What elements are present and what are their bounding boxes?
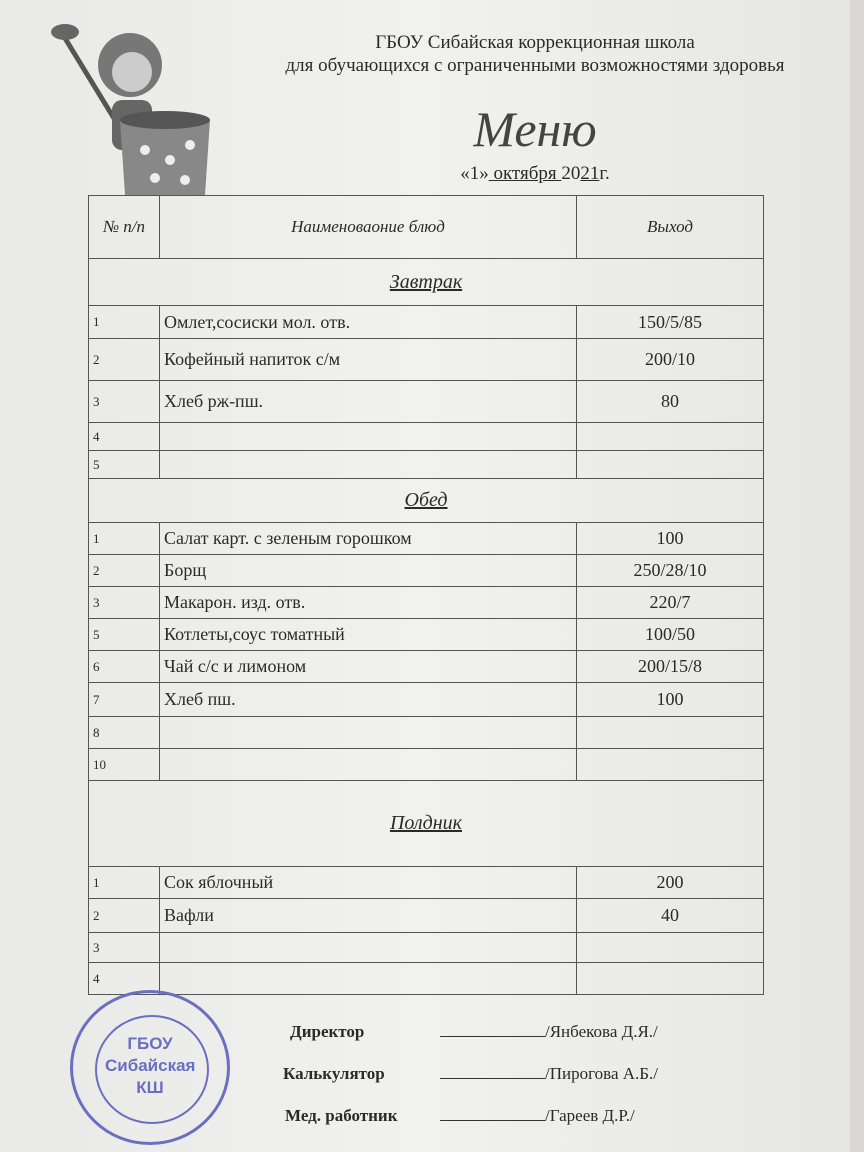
col-name-header: Наименоваоние блюд <box>160 196 577 259</box>
dish-name: Салат карт. с зеленым горошком <box>160 523 577 555</box>
row-number: 1 <box>89 867 160 899</box>
col-num-header: № п/п <box>89 196 160 259</box>
stamp-text: ГБОУ Сибайская КШ <box>105 1034 196 1097</box>
row-number: 3 <box>89 933 160 963</box>
table-row <box>89 523 764 555</box>
signature-line <box>440 1064 658 1084</box>
dish-name: Сок яблочный <box>160 867 577 899</box>
dish-output: 150/5/85 <box>577 306 764 339</box>
dish-output: 220/7 <box>577 587 764 619</box>
signatory-name: /Янбекова Д.Я./ <box>545 1022 658 1041</box>
signatory-name: /Пирогова А.Б./ <box>545 1064 659 1083</box>
menu-table <box>88 195 764 995</box>
date-year-b: 21 <box>580 163 600 184</box>
dish-output <box>577 717 764 749</box>
section-title: Завтрак <box>389 270 463 293</box>
dish-name <box>160 963 577 995</box>
section-title: Полдник <box>389 812 463 834</box>
dish-output: 200/15/8 <box>577 651 764 683</box>
date-day: «1» <box>460 163 489 184</box>
table-row <box>89 651 764 683</box>
dish-output <box>577 749 764 781</box>
dish-output: 80 <box>577 381 764 423</box>
dish-name: Хлеб рж-пш. <box>160 381 577 423</box>
row-number: 5 <box>89 451 160 479</box>
section-header <box>89 259 764 306</box>
table-row <box>89 451 764 479</box>
table-row <box>89 933 764 963</box>
row-number: 10 <box>89 749 160 781</box>
signature-line <box>440 1022 658 1042</box>
dish-output: 200 <box>577 867 764 899</box>
table-row <box>89 683 764 717</box>
dish-output: 100 <box>577 523 764 555</box>
dish-name: Кофейный напиток с/м <box>160 339 577 381</box>
dish-name: Омлет,сосиски мол. отв. <box>160 306 577 339</box>
menu-date <box>200 163 864 185</box>
dish-name <box>160 717 577 749</box>
section-header <box>89 479 764 523</box>
page-title: Меню <box>473 101 597 157</box>
dish-name <box>160 451 577 479</box>
row-number: 4 <box>89 423 160 451</box>
table-row <box>89 867 764 899</box>
date-year-a: 20 <box>561 163 581 184</box>
table-row <box>89 306 764 339</box>
row-number: 6 <box>89 651 160 683</box>
date-suffix: г. <box>599 163 610 184</box>
table-row <box>89 749 764 781</box>
dish-name: Хлеб пш. <box>160 683 577 717</box>
dish-name <box>160 749 577 781</box>
dish-output: 100 <box>577 683 764 717</box>
table-row <box>89 339 764 381</box>
signature-role: Мед. работник <box>285 1106 398 1125</box>
section-title: Обед <box>404 489 448 511</box>
signatory-name: /Гареев Д.Р./ <box>545 1106 635 1125</box>
dish-output <box>577 451 764 479</box>
table-row <box>89 717 764 749</box>
dish-name: Макарон. изд. отв. <box>160 587 577 619</box>
signature-role: Калькулятор <box>283 1064 385 1083</box>
table-row <box>89 899 764 933</box>
dish-output: 100/50 <box>577 619 764 651</box>
dish-name: Чай с/с и лимоном <box>160 651 577 683</box>
row-number: 8 <box>89 717 160 749</box>
row-number: 5 <box>89 619 160 651</box>
date-month: октября <box>488 163 562 184</box>
dish-output <box>577 963 764 995</box>
row-number: 7 <box>89 683 160 717</box>
row-number: 2 <box>89 339 160 381</box>
dish-name: Вафли <box>160 899 577 933</box>
dish-output: 200/10 <box>577 339 764 381</box>
dish-output: 250/28/10 <box>577 555 764 587</box>
dish-name: Котлеты,соус томатный <box>160 619 577 651</box>
signature-line <box>440 1106 635 1126</box>
row-number: 3 <box>89 587 160 619</box>
section-header <box>89 781 764 867</box>
col-output-header: Выход <box>577 196 764 259</box>
table-row <box>89 587 764 619</box>
dish-output <box>577 423 764 451</box>
dish-name <box>160 423 577 451</box>
row-number: 3 <box>89 381 160 423</box>
table-row <box>89 963 764 995</box>
row-number: 1 <box>89 523 160 555</box>
table-row <box>89 381 764 423</box>
school-name: ГБОУ Сибайская коррекционная школа <box>375 32 695 53</box>
row-number: 4 <box>89 963 160 995</box>
dish-output: 40 <box>577 899 764 933</box>
table-row <box>89 619 764 651</box>
mascot-illustration <box>40 10 220 200</box>
school-stamp <box>70 990 230 1145</box>
row-number: 1 <box>89 306 160 339</box>
row-number: 2 <box>89 555 160 587</box>
dish-output <box>577 933 764 963</box>
school-subtitle: для обучающихся с ограниченными возможностями здоровья <box>285 55 785 76</box>
signature-role: Директор <box>290 1022 365 1041</box>
table-row <box>89 423 764 451</box>
dish-name <box>160 933 577 963</box>
row-number: 2 <box>89 899 160 933</box>
table-row <box>89 555 764 587</box>
dish-name: Борщ <box>160 555 577 587</box>
